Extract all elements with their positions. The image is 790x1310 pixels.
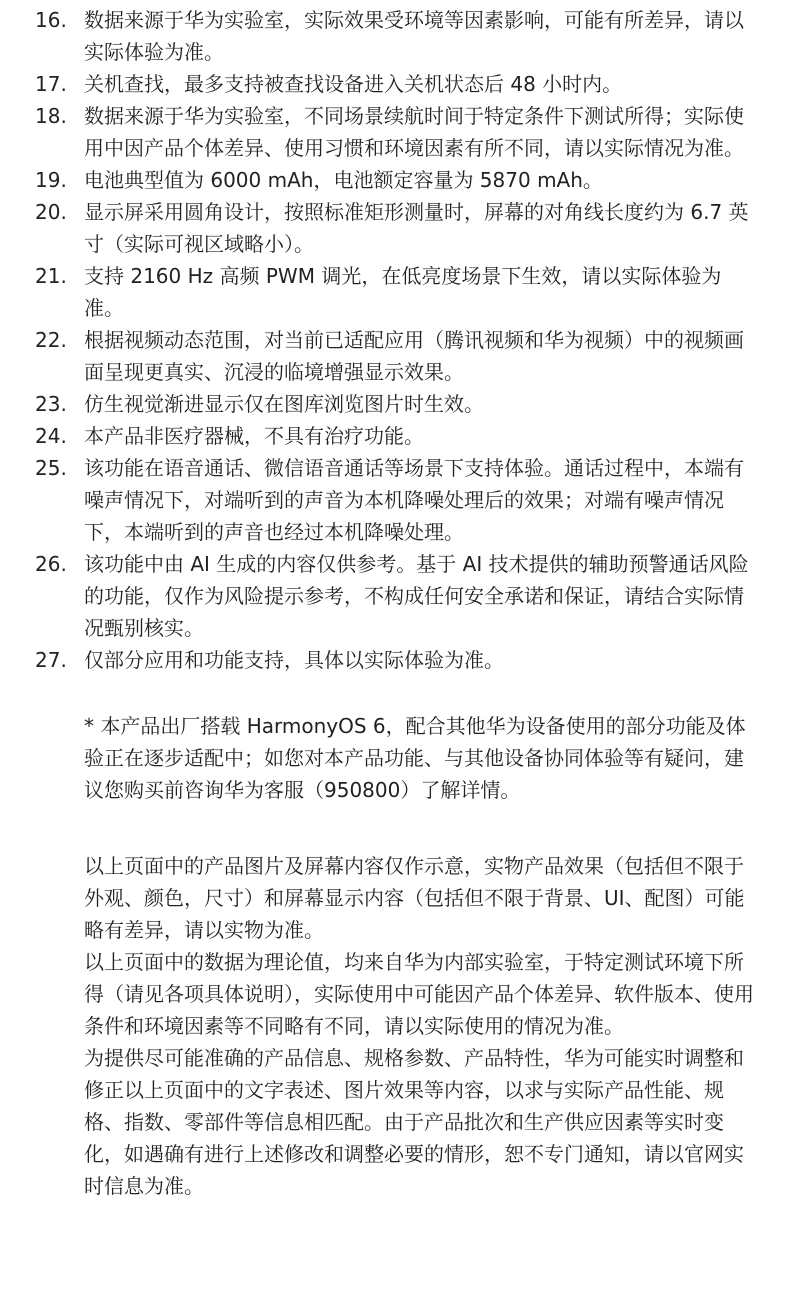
footnote-item-21 — [0, 260, 790, 324]
footnote-text: 仅部分应用和功能支持，具体以实际体验为准。 — [84, 648, 504, 672]
footnote-item-17 — [0, 68, 790, 100]
footnote-text: 支持 2160 Hz 高频 PWM 调光，在低亮度场景下生效，请以实际体验为准。 — [84, 264, 722, 320]
footnote-number: 21. — [35, 264, 67, 288]
disclaimer-update-notice: 为提供尽可能准确的产品信息、规格参数、产品特性，华为可能实时调整和修正以上页面中的文字表述、图片效果等内容，以求与实际产品性能、规格、指数、零部件等信息相匹配。由于产品批次和生产供应因素等实时变化，如遇确有进行上述修改和调整必要的情形，恕不专门通知，请以官网实时信息为准。 — [84, 1046, 744, 1198]
footnote-text: 数据来源于华为实验室，不同场景续航时间于特定条件下测试所得；实际使用中因产品个体差异、使用习惯和环境因素有所不同，请以实际情况为准。 — [84, 104, 744, 160]
footnote-number: 16. — [35, 8, 67, 32]
footnote-item-23 — [0, 388, 790, 420]
footnote-number: 23. — [35, 392, 67, 416]
footnote-number: 26. — [35, 552, 67, 576]
footnote-text: 关机查找，最多支持被查找设备进入关机状态后 48 小时内。 — [84, 72, 623, 96]
footnote-item-25 — [0, 452, 790, 548]
footnote-number: 24. — [35, 424, 67, 448]
footnote-number: 27. — [35, 648, 67, 672]
footnote-item-18 — [0, 100, 790, 164]
footnote-number: 25. — [35, 456, 67, 480]
footnote-number: 17. — [35, 72, 67, 96]
footnote-number: 18. — [35, 104, 67, 128]
footnote-number: 19. — [35, 168, 67, 192]
footnote-text: 本产品非医疗器械，不具有治疗功能。 — [84, 424, 424, 448]
harmonyos-note: * 本产品出厂搭载 HarmonyOS 6，配合其他华为设备使用的部分功能及体验正在逐步适配中；如您对本产品功能、与其他设备协同体验等有疑问，建议您购买前咨询华为客服（950800）了解详情。 — [84, 714, 746, 802]
footnote-item-16 — [0, 4, 790, 68]
footnote-item-22 — [0, 324, 790, 388]
footnote-text: 电池典型值为 6000 mAh，电池额定容量为 5870 mAh。 — [84, 168, 603, 192]
footnote-item-19 — [0, 164, 790, 196]
footnote-text: 显示屏采用圆角设计，按照标准矩形测量时，屏幕的对角线长度约为 6.7 英寸（实际可视区域略小）。 — [84, 200, 749, 256]
footnote-text: 根据视频动态范围，对当前已适配应用（腾讯视频和华为视频）中的视频画面呈现更真实、沉浸的临境增强显示效果。 — [84, 328, 744, 384]
footnote-text: 该功能在语音通话、微信语音通话等场景下支持体验。通话过程中，本端有噪声情况下，对端听到的声音为本机降噪处理后的效果；对端有噪声情况下，本端听到的声音也经过本机降噪处理。 — [84, 456, 744, 544]
footnote-number: 20. — [35, 200, 67, 224]
footnote-item-26 — [0, 548, 790, 644]
footnote-text: 数据来源于华为实验室，实际效果受环境等因素影响，可能有所差异，请以实际体验为准。 — [84, 8, 744, 64]
footnote-item-20 — [0, 196, 790, 260]
footnote-list — [0, 4, 790, 676]
footnote-number: 22. — [35, 328, 67, 352]
disclaimer-image-notice: 以上页面中的产品图片及屏幕内容仅作示意，实物产品效果（包括但不限于外观、颜色，尺寸）和屏幕显示内容（包括但不限于背景、UI、配图）可能略有差异，请以实物为准。 — [84, 854, 745, 942]
footnote-item-24 — [0, 420, 790, 452]
disclaimer-data-notice: 以上页面中的数据为理论值，均来自华为内部实验室，于特定测试环境下所得（请见各项具体说明），实际使用中可能因产品个体差异、软件版本、使用条件和环境因素等不同略有不同，请以实际使用的情况为准。 — [84, 950, 754, 1038]
footnote-text: 该功能中由 AI 生成的内容仅供参考。基于 AI 技术提供的辅助预警通话风险的功能，仅作为风险提示参考，不构成任何安全承诺和保证，请结合实际情况甄别核实。 — [84, 552, 749, 640]
footnote-item-27 — [0, 644, 790, 676]
footnote-text: 仿生视觉渐进显示仅在图库浏览图片时生效。 — [84, 392, 484, 416]
